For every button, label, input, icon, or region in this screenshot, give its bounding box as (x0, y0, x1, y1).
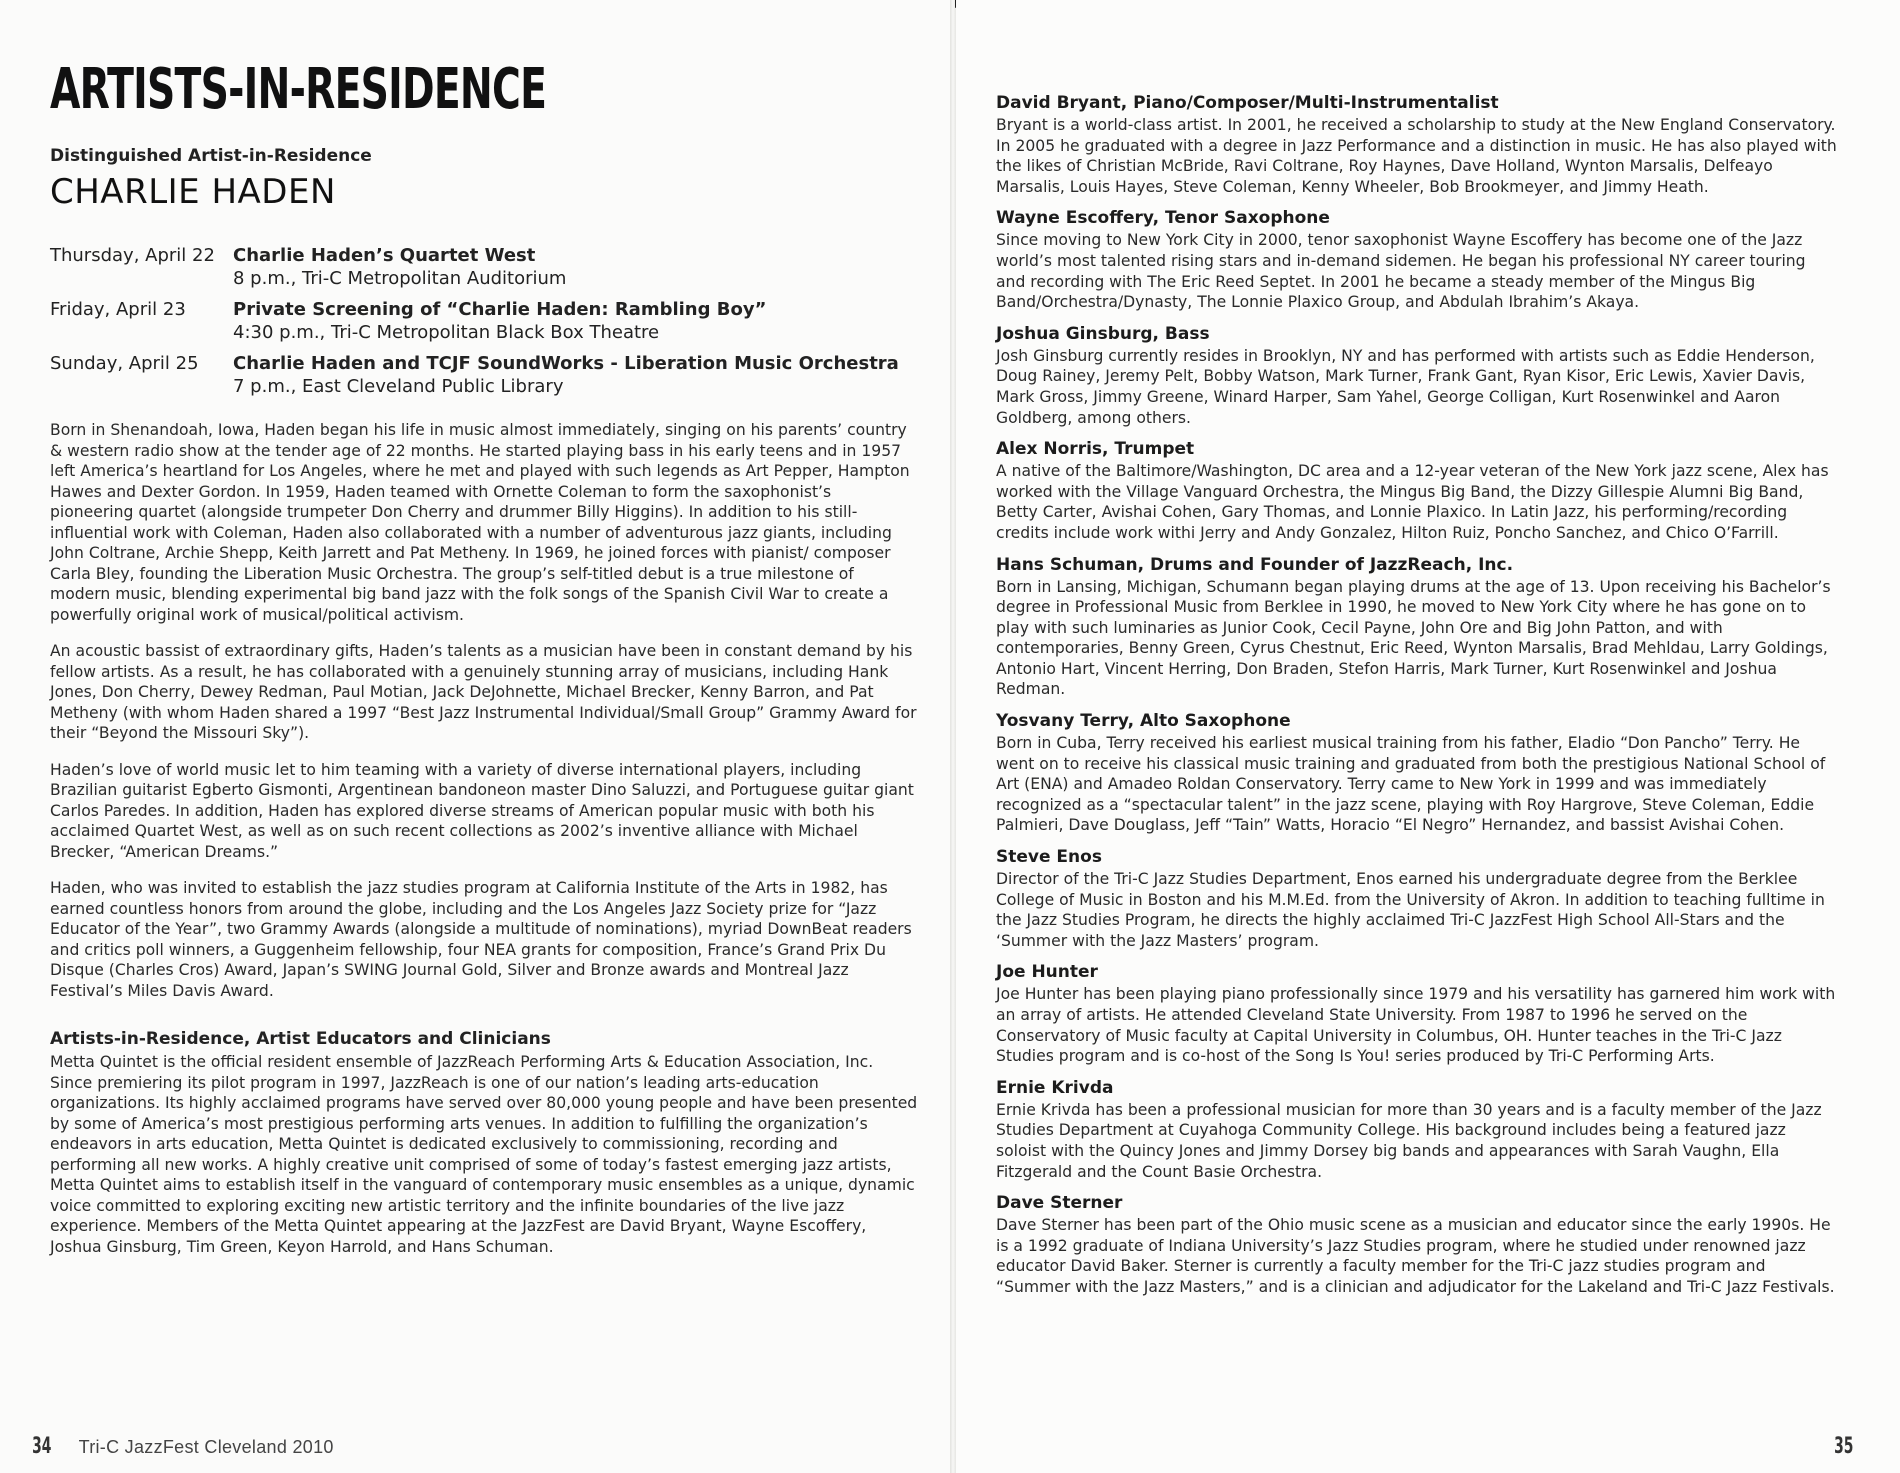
artist-name: Hans Schuman, Drums and Founder of JazzReach, Inc. (996, 554, 1514, 575)
artist-entry (996, 846, 1838, 951)
artist-entry (996, 710, 1838, 836)
schedule-detail: 8 p.m., Tri-C Metropolitan Auditorium (233, 268, 567, 289)
artist-name: Dave Sterner (996, 1193, 1123, 1214)
artist-name: Joe Hunter (996, 962, 1098, 983)
schedule-table (50, 244, 916, 406)
artist-entry (996, 438, 1838, 543)
artist-name: Wayne Escoffery, Tenor Saxophone (996, 208, 1330, 229)
schedule-event: Private Screening of “Charlie Haden: Rambling Boy” (233, 299, 767, 320)
eyebrow-label: Distinguished Artist-in-Residence (50, 146, 372, 166)
bio-paragraph: Haden, who was invited to establish the jazz studies program at California Institute of the Arts in 1982, has earned countless honors from around the globe, including and the Los Angeles Jazz Society prize for “Jazz Educator of the Year”, two Grammy Awards (alongside a multitude of nominations), myriad DownBeat readers and critics poll winners, a Guggenheim fellowship, four NEA grants for composition, France’s Grand Prix Du Disque (Charles Cros) Award, Japan’s SWING Journal Gold, Silver and Bronze awards and Montreal Jazz Festival’s Miles Davis Award. (50, 879, 912, 1000)
artist-name: Steve Enos (996, 847, 1102, 868)
bio-paragraph: Haden’s love of world music let to him teaming with a variety of diverse international players, including Brazilian guitarist Egberto Gismonti, Argentinean bandoneon master Dino Saluzzi, and Portuguese guitar giant Carlos Paredes. In addition, Haden has explored diverse streams of American popular music with both his acclaimed Quartet West, as well as on such recent collections as 2002’s inventive alliance with Michael Brecker, “American Dreams.” (50, 760, 914, 861)
section-paragraph: Metta Quintet is the official resident ensemble of JazzReach Performing Arts & Education Association, Inc. Since premiering its pilot program in 1997, JazzReach is one of our nation’s leading arts-education organizations. Its highly acclaimed programs have served over 80,000 young people and have been presented by some of America’s most prestigious performing arts venues. In addition to fulfilling the organization’s endeavors in arts education, Metta Quintet is dedicated exclusively to commissioning, recording and performing all new works. A highly creative unit comprised of some of today’s fastest emerging jazz artists, Metta Quintet aims to establish itself in the vanguard of contemporary music ensembles as a unique, dynamic voice committed to exploring exciting new artistic territory and the infinite boundaries of the live jazz experience. Members of the Metta Quintet appearing at the JazzFest are David Bryant, Wayne Escoffery, Joshua Ginsburg, Tim Green, Keyon Harrold, and Hans Schuman. (50, 1053, 918, 1256)
schedule-info (233, 298, 916, 352)
artist-name: Joshua Ginsburg, Bass (996, 323, 1210, 344)
schedule-date: Friday, April 23 (50, 299, 186, 320)
artist-entry (996, 961, 1838, 1066)
artist-entry (996, 1077, 1838, 1182)
artist-bio: Born in Cuba, Terry received his earliest musical training from his father, Eladio “Don Pancho” Terry. He went on to receive his classical music training and graduated from both the prestigious National School of Art (ENA) and Amadeo Roldan Conservatory. Terry came to New York in 1999 and was immediately recognized as a “spectacular talent” in the jazz scene, playing with Roy Hargrove, Steve Coleman, Eddie Palmieri, Dave Douglass, Jeff “Tain” Watts, Horacio “El Negro” Hernandez, and bassist Avishai Cohen. (996, 734, 1826, 835)
left-folio (28, 1434, 334, 1459)
artist-bio: Director of the Tri-C Jazz Studies Department, Enos earned his undergraduate degree from the Berklee College of Music in Boston and his M.M.Ed. from the University of Akron. In addition to teaching fulltime in the Jazz Studies Program, he directs the highly acclaimed Tri-C JazzFest High School All-Stars and the ‘Summer with the Jazz Masters’ program. (996, 870, 1825, 950)
artist-bio: Born in Lansing, Michigan, Schumann began playing drums at the age of 13. Upon receiving his Bachelor’s degree in Professional Music from Berklee in 1990, he moved to New York City where he has gone on to play with such luminaries as Junior Cook, Cecil Payne, John Ore and Big John Patton, and with contemporaries, Benny Green, Cyrus Chestnut, Eric Reed, Wynton Marsalis, Brad Mehldau, Larry Goldings, Antonio Hart, Vincent Herring, Don Braden, Stefon Harris, Mark Turner, Kurt Rosenwinkel and Joshua Redman. (996, 577, 1831, 699)
artist-entry (996, 207, 1838, 312)
schedule-row (50, 352, 916, 406)
artist-bio: A native of the Baltimore/Washington, DC area and a 12-year veteran of the New York jazz scene, Alex has worked with the Village Vanguard Orchestra, the Mingus Big Band, the Dizzy Gillespie Alumni Big Band, Betty Carter, Avishai Cohen, Gary Thomas, and Lonnie Plaxico. In Latin Jazz, his performing/recording credits include work withi Jerry and Andy Gonzalez, Hilton Ruiz, Poncho Sanchez, and Chico O’Farrill. (996, 462, 1829, 542)
schedule-info (233, 244, 916, 298)
right-folio (1830, 1434, 1876, 1459)
schedule-date: Sunday, April 25 (50, 353, 199, 374)
page-title: ARTISTS-IN-RESIDENCE (50, 57, 547, 122)
bio-paragraph: An acoustic bassist of extraordinary gifts, Haden’s talents as a musician have been in constant demand by his fellow artists. As a result, he has collaborated with a genuinely stunning array of musicians, including Hank Jones, Don Cherry, Dewey Redman, Paul Motian, Jack DeJohnette, Michael Brecker, Kenny Barron, and Pat Metheny (with whom Haden shared a 1997 “Best Jazz Instrumental Individual/Small Group” Grammy Award for their “Beyond the Missouri Sky”). (50, 642, 917, 742)
schedule-row (50, 244, 916, 298)
right-page (956, 0, 1900, 1473)
page-number: 34 (32, 1434, 52, 1459)
schedule-date: Thursday, April 22 (50, 245, 215, 266)
schedule-row (50, 298, 916, 352)
page-number: 35 (1834, 1434, 1854, 1459)
schedule-detail: 7 p.m., East Cleveland Public Library (233, 376, 564, 397)
bio-paragraph: Born in Shenandoah, Iowa, Haden began his life in music almost immediately, singing on his parents’ country & western radio show at the tender age of 22 months. He started playing bass in his early teens and in 1957 left America’s heartland for Los Angeles, where he met and played with such legends as Art Pepper, Hampton Hawes and Dexter Gordon. In 1959, Haden teamed with Ornette Coleman to form the saxophonist’s pioneering quartet (alongside trumpeter Don Cherry and drummer Billy Higgins). In addition to his still-influential work with Coleman, Haden also collaborated with a number of adventurous jazz giants, including John Coltrane, Archie Shepp, Keith Jarrett and Pat Metheny. In 1969, he joined forces with pianist/ composer Carla Bley, founding the Liberation Music Orchestra. The group’s self-titled debut is a true milestone of modern music, blending experimental big band jazz with the folk songs of the Spanish Civil War to create a powerfully original work of musical/political activism. (50, 421, 910, 624)
schedule-event: Charlie Haden and TCJF SoundWorks - Liberation Music Orchestra (233, 353, 899, 374)
artist-entry (996, 92, 1838, 197)
schedule-detail: 4:30 p.m., Tri-C Metropolitan Black Box Theatre (233, 322, 660, 343)
artist-entry (996, 1192, 1838, 1297)
artist-bio: Ernie Krivda has been a professional musician for more than 30 years and is a faculty member of the Jazz Studies Department at Cuyahoga Community College. His background includes being a featured jazz soloist with the Quincy Jones and Jimmy Dorsey big bands and appearances with Sarah Vaughn, Ella Fitzgerald and the Count Basie Orchestra. (996, 1100, 1822, 1181)
artist-bio: Since moving to New York City in 2000, tenor saxophonist Wayne Escoffery has become one of the Jazz world’s most talented rising stars and in-demand sidemen. He began his professional NY career touring and recording with The Eric Reed Septet. In 2001 he became a steady member of the Mingus Big Band/Orchestra/Dynasty, The Lonnie Plaxico Group, and Abdulah Ibrahim’s Akaya. (996, 231, 1806, 312)
artist-bio: Dave Sterner has been part of the Ohio music scene as a musician and educator since the early 1990s. He is a 1992 graduate of Indiana University’s Jazz Studies program, where he studied under renowned jazz educator David Baker. Sterner is currently a faculty member for the Tri-C jazz studies program and “Summer with the Jazz Masters,” and is a clinician and adjudicator for the Lakeland and Tri-C Jazz Festivals. (996, 1216, 1835, 1296)
publication-name: Tri-C JazzFest Cleveland 2010 (78, 1437, 334, 1457)
artist-bio: Josh Ginsburg currently resides in Brooklyn, NY and has performed with artists such as Eddie Henderson, Doug Rainey, Jeremy Pelt, Bobby Watson, Mark Turner, Frank Gant, Ryan Kisor, Eric Lewis, Xavier Davis, Mark Gross, Jimmy Greene, Winard Harper, Sam Yahel, George Colligan, Kurt Rosenwinkel and Aaron Goldberg, among others. (996, 346, 1815, 427)
schedule-info (233, 352, 916, 406)
artist-entry (996, 323, 1838, 428)
artist-entry (996, 554, 1838, 701)
honoree-name: CHARLIE HADEN (50, 172, 336, 212)
artist-name: Ernie Krivda (996, 1077, 1114, 1098)
section-heading: Artists-in-Residence, Artist Educators and Clinicians (50, 1029, 551, 1049)
artist-name: David Bryant, Piano/Composer/Multi-Instrumentalist (996, 93, 1499, 113)
artist-name: Yosvany Terry, Alto Saxophone (996, 711, 1291, 732)
artist-name: Alex Norris, Trumpet (996, 439, 1195, 460)
schedule-event: Charlie Haden’s Quartet West (233, 245, 536, 266)
artist-bio: Bryant is a world-class artist. In 2001, he received a scholarship to study at the New England Conservatory. In 2005 he graduated with a degree in Jazz Performance and a distinction in music. He has also played with the likes of Christian McBride, Ravi Coltrane, Roy Haynes, Dave Holland, Wynton Marsalis, Delfeayo Marsalis, Louis Hayes, Steve Coleman, Kenny Wheeler, Bob Brookmeyer, and Jimmy Heath. (996, 116, 1837, 196)
artist-bio: Joe Hunter has been playing piano professionally since 1979 and his versatility has garnered him work with an array of artists. He attended Cleveland State University. From 1987 to 1996 he served on the Conservatory of Music faculty at Capital University in Columbus, OH. Hunter teaches in the Tri-C Jazz Studies program and is co-host of the Song Is You! series produced by Tri-C Performing Arts. (996, 985, 1836, 1066)
